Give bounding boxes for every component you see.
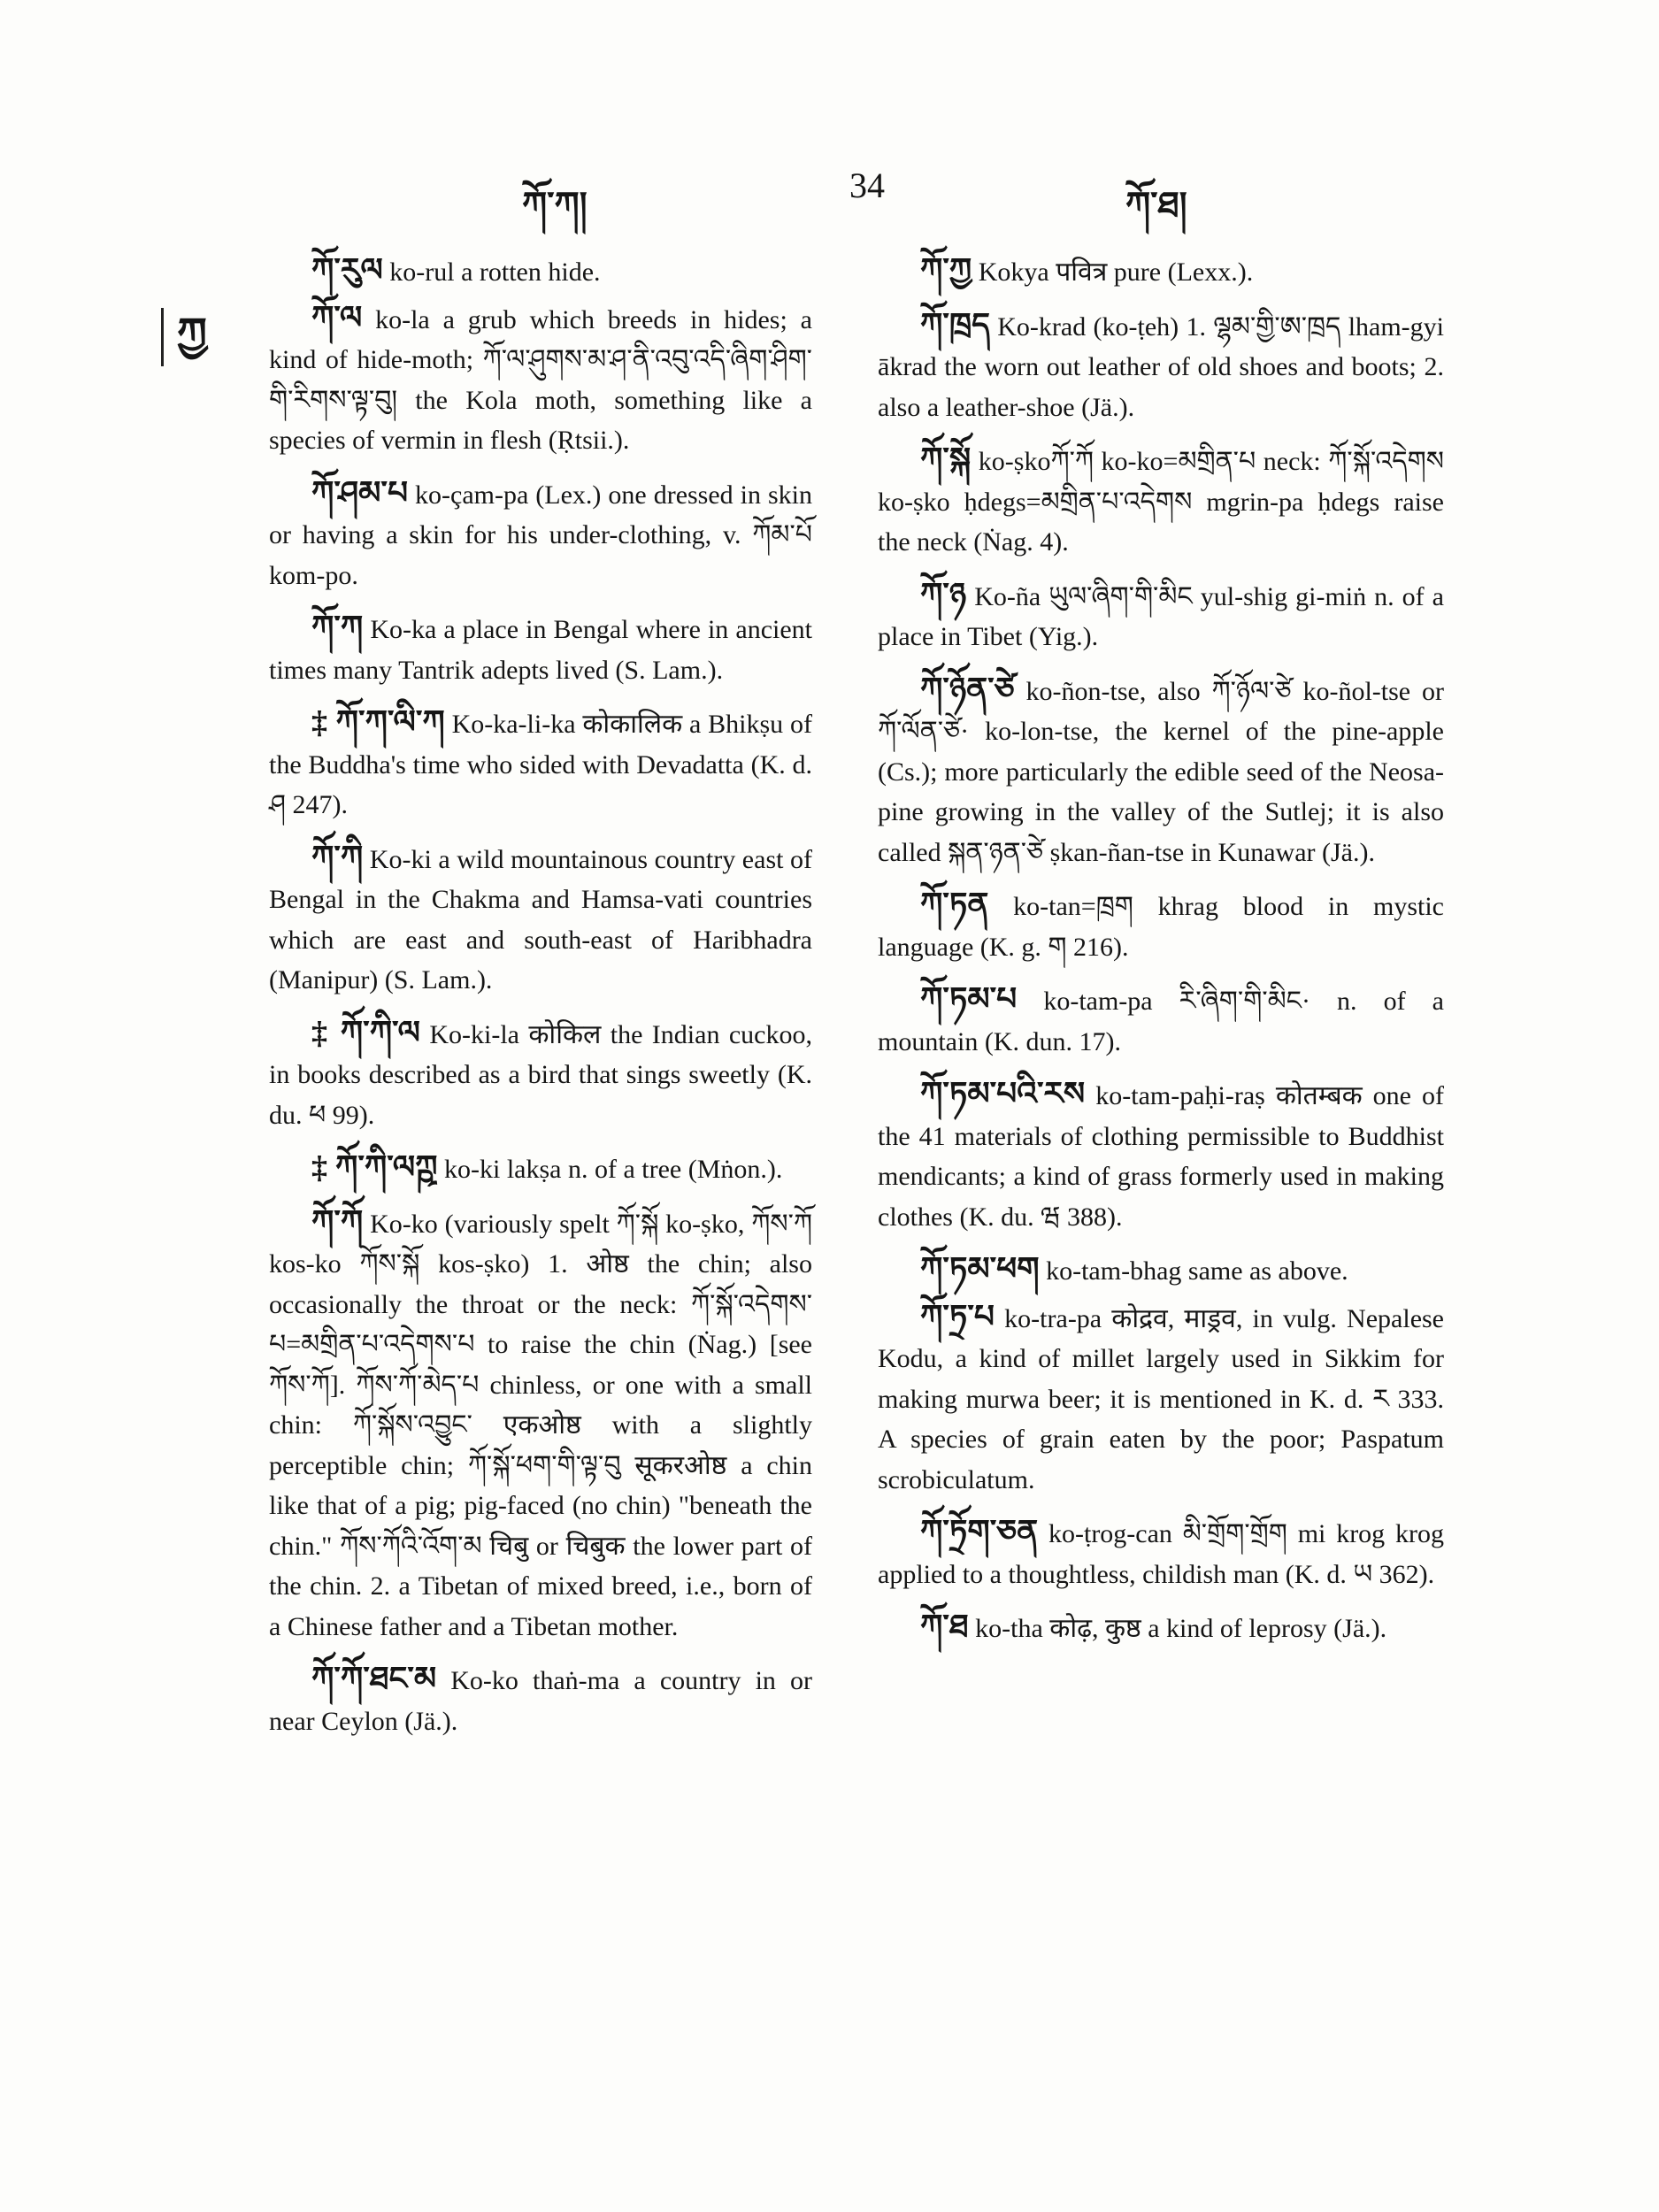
dictionary-entry [878, 305, 1444, 428]
dictionary-entry [878, 979, 1444, 1062]
headword-tibetan: ཀོ་ཏམ་པ [920, 981, 1018, 1017]
headword-tibetan: ཀོ་ཐ [920, 1609, 969, 1644]
headword-tibetan: ‡ ཀོ་ཀི་ལཀྵ [311, 1149, 438, 1185]
entry-text: Ko-ka a place in Bengal where in ancient times many Tantrik adepts lived (S. Lam.). [269, 615, 812, 685]
headword-tibetan: ཀོ་སྐོ [920, 442, 972, 477]
dictionary-entry [269, 250, 812, 293]
headword-tibetan: ཀོ་ཏམ་པའི་རས [920, 1076, 1086, 1111]
dictionary-entry [878, 440, 1444, 563]
dictionary-entry [269, 1013, 812, 1136]
headword-tibetan: ཀོ་ཀོ་ཐང་མ [311, 1661, 437, 1696]
entry-text: ko-tra-pa कोद्रव, माड्रव, in vulg. Nepalese Kodu, a kind of millet largely used in Sikkim for making murwa beer; it is mentioned in K. d. ར 333. A species of grain eaten by the poor; Paspatum scrobiculatum. [878, 1303, 1444, 1494]
headword-tibetan: ཀོ་ལ [311, 299, 363, 335]
margin-section-mark: ཀྱ [161, 308, 219, 366]
headword-tibetan: ཀོ་ཀི [311, 839, 364, 875]
dictionary-entry [878, 1074, 1444, 1237]
right-column [878, 250, 1444, 1662]
headword-tibetan: ཀོ་རུལ [311, 252, 383, 288]
headword-tibetan: ཀོ་ཏམ་ཕག [920, 1251, 1040, 1286]
headword-tibetan: ཀོ་ཏྲོག་ཅན [920, 1514, 1039, 1549]
entry-text: ko-rul a rotten hide. [382, 257, 601, 287]
entry-text: Kokya पवित्र pure (Lexx.). [972, 257, 1254, 287]
headword-tibetan: ‡ ཀོ་ཀི་ལ [311, 1014, 420, 1050]
headword-tibetan: ཀོ་ཏན [920, 887, 989, 922]
dictionary-entry [269, 1659, 812, 1741]
entry-text: ko-tam-pa རི་ཞིག་གི་མིང· n. of a mountain (K. dun. 17). [878, 987, 1444, 1056]
entry-text: Ko-ko thaṅ-ma a country in or near Ceylon (Jä.). [269, 1666, 812, 1736]
dictionary-entry [878, 250, 1444, 293]
entry-text: ko-tam-bhag same as above. [1039, 1256, 1348, 1286]
headword-tibetan: ཀོ་ཉོན་ཙེ [920, 671, 1015, 707]
entry-text: Ko-ka-li-ka कोकालिक a Bhikṣu of the Buddha's time who sided with Devadatta (K. d. ཤ 247). [269, 710, 812, 819]
headword-tibetan: ‡ ཀོ་ཀ་ལི་ཀ [311, 704, 445, 740]
dictionary-entry [269, 1148, 812, 1190]
entry-text: ko-çam-pa (Lex.) one dressed in skin or having a skin for his under-clothing, v. ཀོམ་པོ kom-po. [269, 480, 812, 590]
dictionary-entry [269, 1202, 812, 1647]
running-head-left: ཀོ་ཀ། [522, 185, 588, 225]
headword-tibetan: ཀོ་ཤམ་པ [311, 474, 409, 511]
entry-text: ko-tha कोढ़, कुष्ठ a kind of leprosy (Jä.). [968, 1614, 1387, 1643]
running-head-right: ཀོ་ཐ། [1125, 185, 1187, 225]
entry-text: ko-la a grub which breeds in hides; a kind of hide-moth; ཀོ་ལ་ཤུགས་མ་ཤ་ནི་འབུ་འདི་ཞིག་ཤིག་གི་རིགས་ལྟ་བུ། the Kola moth, something like a species of vermin in flesh (Ṛtsii.). [269, 304, 812, 455]
entry-text: Ko-ko (variously spelt ཀོ་སྐོ ko-ṣko, ཀོས་ཀོ kos-ko ཀོས་སྐོ kos-ṣko) 1. ओष्ठ the chin; also occasionally the throat or the neck: ཀོ་སྐོ་འདེགས་པ=མགྲིན་པ་འདེགས་པ to raise the chin (Ṅag.) [see ཀོས་ཀོ]. ཀོས་ཀོ་མེད་པ chinless, or one with a small chin: ཀོ་སྐོས་འབྱུང་ एकओष्ठ with a slightly perceptible chin; ཀོ་སྐོ་ཕག་གི་ལྟ་བུ सूकरओष्ठ a chin like that of a pig; pig-faced (no chin) "beneath the chin." ཀོས་ཀོའི་འོག་མ चिबु or चिबुक the lower part of the chin. 2. a Tibetan of mixed breed, i.e., born of a Chinese father and a Tibetan mother. [269, 1209, 812, 1641]
entry-text: Ko-krad (ko-ṭeh) 1. ལྷམ་གྱི་ཨ་ཁྲད lham-gyi ākrad the worn out leather of old shoes and boots; 2. also a leather-shoe (Jä.). [878, 311, 1444, 422]
entry-text: ko-tan=ཁྲག khrag blood in mystic language (K. g. ག 216). [878, 892, 1444, 962]
dictionary-entry [878, 885, 1444, 967]
entry-text: ko-ñon-tse, also ཀོ་ཉོལ་ཙེ ko-ñol-tse or ཀོ་ལོན་ཙེ· ko-lon-tse, the kernel of the pine-apple (Cs.); more particularly the edible seed of the Neosa-pine growing in the valley of the Sutlej; it is also called སྐན་ཉན་ཙེ ṣkan-ñan-tse in Kunawar (Jä.). [878, 676, 1444, 867]
dictionary-entry [269, 473, 812, 596]
entry-text: ko-ṣkoཀོ་ཀོ ko-ko=མགྲིན་པ neck: ཀོ་སྐོ་འདེགས ko-ṣko ḥdegs=མགྲིན་པ་འདེགས mgrin-pa ḥdegs raise the neck (Ṅag. 4). [878, 447, 1444, 557]
entry-text: Ko-ki a wild mountainous country east of Bengal in the Chakma and Hamsa-vati countries which are east and south-east of Haribhadra (Manipur) (S. Lam.). [269, 844, 812, 995]
headword-tibetan: ཀོ་ཁྲད [920, 306, 990, 342]
dictionary-entry [269, 703, 812, 826]
dictionary-entry [269, 838, 812, 1001]
headword-tibetan: ཀོ་ཉ [920, 576, 967, 612]
dictionary-entry [878, 1512, 1444, 1594]
entry-text: ko-tam-paḥi-raṣ कोतम्बक one of the 41 materials of clothing permissible to Buddhist mendicants; a kind of grass formerly used in making clothes (K. du. ཝ 388). [878, 1081, 1444, 1232]
entry-text: Ko-ki-la कोकिल the Indian cuckoo, in books described as a bird that sings sweetly (K. du. ཕ 99). [269, 1019, 812, 1130]
dictionary-entry [878, 575, 1444, 657]
page-header [0, 165, 1659, 225]
headword-tibetan: ཀོ་ཏྲ་པ [920, 1298, 995, 1334]
entry-text: Ko-ña ཡུལ་ཞིག་གི་མིང yul-shig gi-miṅ n. of a place in Tibet (Yig.). [878, 581, 1444, 651]
headword-tibetan: ཀོ་ཀོ [311, 1203, 364, 1240]
dictionary-entry [878, 670, 1444, 873]
entry-text: ko-ṭrog-can མི་གྲོག་གྲོག mi krog krog applied to a thoughtless, childish man (K. d. ཡ 362). [878, 1519, 1444, 1589]
dictionary-entry [878, 1249, 1444, 1292]
headword-tibetan: ཀོ་ཀ [311, 610, 364, 645]
dictionary-entry [878, 1607, 1444, 1649]
dictionary-entry [269, 298, 812, 461]
dictionary-entry [269, 608, 812, 690]
headword-tibetan: ཀོ་ཀྱ [920, 252, 972, 288]
page-number: 34 [849, 165, 885, 205]
entry-text: ko-ki lakṣa n. of a tree (Mṅon.). [437, 1155, 783, 1184]
left-column [269, 250, 812, 1754]
dictionary-entry [878, 1297, 1444, 1501]
